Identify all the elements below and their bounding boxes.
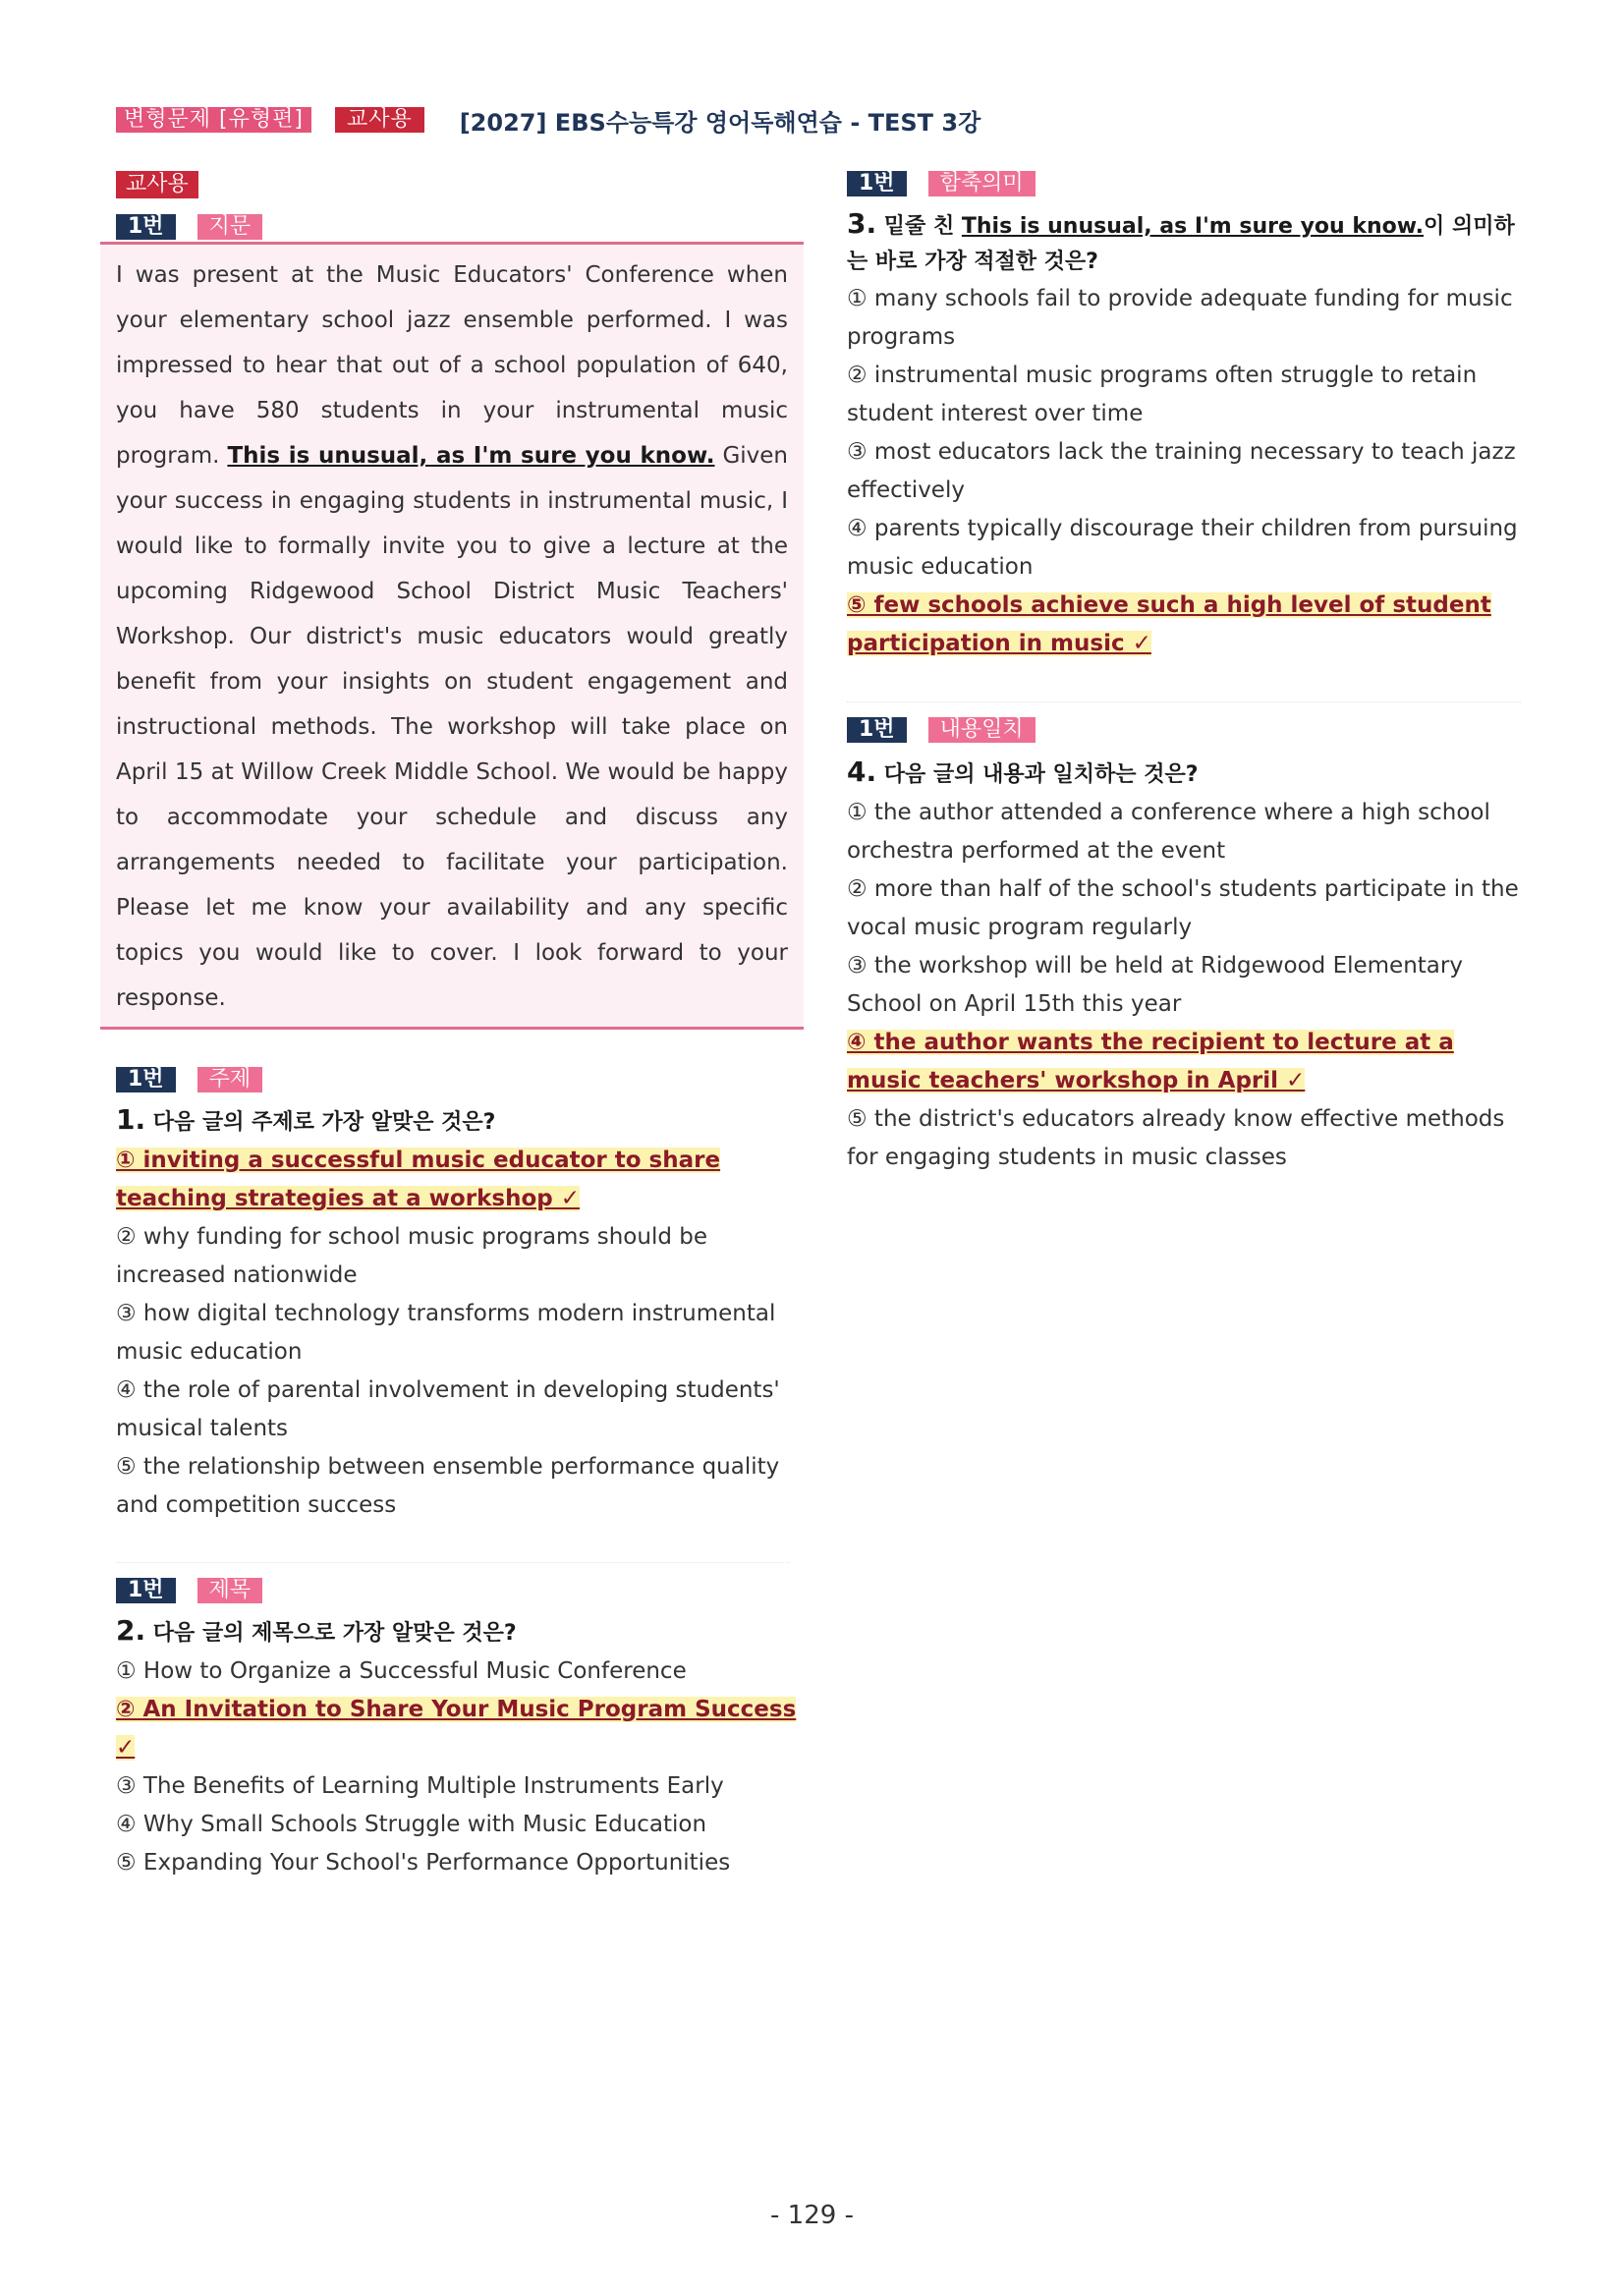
question-number-badge: 1번 bbox=[116, 214, 176, 240]
question-stem-underlined: This is unusual, as I'm sure you know. bbox=[961, 214, 1425, 239]
question-num: 2. bbox=[116, 1614, 146, 1647]
option: ④ Why Small Schools Struggle with Music Education bbox=[116, 1812, 707, 1837]
question-number-badge: 1번 bbox=[847, 171, 907, 196]
question-stem bbox=[116, 1611, 804, 1652]
question-num: 1. bbox=[116, 1103, 146, 1136]
option: ⑤ the relationship between ensemble performance quality and competition success bbox=[116, 1454, 780, 1518]
option: ④ the role of parental involvement in developing students' musical talents bbox=[116, 1377, 780, 1441]
q1-badge bbox=[116, 1067, 262, 1092]
question-stem-text-post: 이 의미하는 바로 가장 적절한 것은? bbox=[847, 214, 1515, 274]
option-list bbox=[847, 794, 1525, 1177]
question-num: 3. bbox=[847, 207, 877, 240]
question-stem-text: 다음 글의 제목으로 가장 알맞은 것은? bbox=[152, 1621, 517, 1646]
q3-badge bbox=[847, 171, 1036, 196]
option: ② instrumental music programs often struggle to retain student interest over time bbox=[847, 363, 1478, 426]
question-num: 4. bbox=[847, 756, 877, 788]
question-2 bbox=[116, 1611, 804, 1882]
question-stem-text: 다음 글의 주제로 가장 알맞은 것은? bbox=[152, 1110, 496, 1135]
option: ② more than half of the school's students participate in the vocal music program regularly bbox=[847, 876, 1519, 940]
answer-highlight: ④ the author wants the recipient to lecture at a music teachers' workshop in April ✓ bbox=[847, 1030, 1454, 1093]
teacher-tag: 교사용 bbox=[335, 107, 424, 133]
option: ② why funding for school music programs should be increased nationwide bbox=[116, 1224, 707, 1288]
question-3 bbox=[847, 206, 1525, 663]
answer-highlight: ① inviting a successful music educator to share teaching strategies at a workshop ✓ bbox=[116, 1148, 721, 1211]
question-stem bbox=[116, 1100, 784, 1142]
answer-option bbox=[116, 1142, 784, 1218]
option: ⑤ Expanding Your School's Performance Opportunities bbox=[116, 1850, 731, 1876]
question-type-badge: 함축의미 bbox=[928, 171, 1036, 196]
answer-option bbox=[116, 1691, 804, 1767]
answer-highlight: ② An Invitation to Share Your Music Program Success ✓ bbox=[116, 1697, 797, 1761]
option: ⑤ the district's educators already know effective methods for engaging students in music classes bbox=[847, 1106, 1505, 1170]
option: ① the author attended a conference where a high school orchestra performed at the event bbox=[847, 800, 1490, 864]
divider bbox=[847, 701, 1521, 702]
question-stem-text: 밑줄 친 bbox=[883, 214, 962, 239]
question-stem bbox=[847, 753, 1525, 794]
question-type-badge: 제목 bbox=[197, 1578, 263, 1603]
divider bbox=[116, 1562, 790, 1563]
page-number: - 129 - bbox=[770, 2201, 854, 2230]
answer-option bbox=[847, 587, 1525, 663]
question-stem-text: 다음 글의 내용과 일치하는 것은? bbox=[883, 762, 1199, 787]
question-4 bbox=[847, 753, 1525, 1177]
page-header bbox=[116, 104, 980, 136]
option: ③ most educators lack the training necessary to teach jazz effectively bbox=[847, 439, 1516, 503]
option: ③ The Benefits of Learning Multiple Instruments Early bbox=[116, 1773, 724, 1799]
passage-text-after: Given your success in engaging students in instrumental music, I would like to formally invite you to give a lecture at the upcoming Ridgewood School District Music Teachers' Workshop. Our district's music educators would greatly benefit from your insights on student engagement and instructional methods. The workshop will take place on April 15 at Willow Creek Middle School. We would be happy to accommodate your schedule and discuss any arrangements needed to facilitate your participation. Please let me know your availability and any specific topics you would like to cover. I look forward to your response. bbox=[116, 443, 788, 1011]
question-number-badge: 1번 bbox=[116, 1578, 176, 1603]
option: ① How to Organize a Successful Music Conference bbox=[116, 1658, 687, 1684]
passage-underlined-sentence: This is unusual, as I'm sure you know. bbox=[227, 443, 715, 469]
q4-badge bbox=[847, 717, 1036, 743]
option: ④ parents typically discourage their children from pursuing music education bbox=[847, 516, 1518, 580]
question-1 bbox=[116, 1100, 784, 1525]
answer-option bbox=[847, 1024, 1525, 1100]
passage-badge bbox=[116, 214, 262, 240]
question-number-badge: 1번 bbox=[116, 1067, 176, 1092]
question-type-badge: 지문 bbox=[197, 214, 263, 240]
option-list bbox=[116, 1652, 804, 1882]
option-list bbox=[116, 1142, 784, 1525]
page-title: [2027] EBS수능특강 영어독해연습 - TEST 3강 bbox=[459, 108, 981, 137]
option: ③ the workshop will be held at Ridgewood Elementary School on April 15th this year bbox=[847, 953, 1463, 1017]
teacher-badge: 교사용 bbox=[116, 171, 198, 198]
passage-box bbox=[100, 242, 804, 1030]
question-type-badge: 주제 bbox=[197, 1067, 263, 1092]
question-stem bbox=[847, 206, 1525, 280]
option: ① many schools fail to provide adequate funding for music programs bbox=[847, 286, 1513, 350]
answer-highlight: ⑤ few schools achieve such a high level of student participation in music ✓ bbox=[847, 592, 1491, 656]
passage-text-before: I was present at the Music Educators' Conference when your elementary school jazz ensemble performed. I was impressed to hear that out of a school population of 640, you have 580 students in your instrumental music program. bbox=[116, 262, 788, 469]
option: ③ how digital technology transforms modern instrumental music education bbox=[116, 1301, 776, 1365]
option-list bbox=[847, 280, 1525, 663]
q2-badge bbox=[116, 1578, 262, 1603]
question-number-badge: 1번 bbox=[847, 717, 907, 743]
category-tag: 변형문제 [유형편] bbox=[116, 107, 311, 133]
question-type-badge: 내용일치 bbox=[928, 717, 1036, 743]
